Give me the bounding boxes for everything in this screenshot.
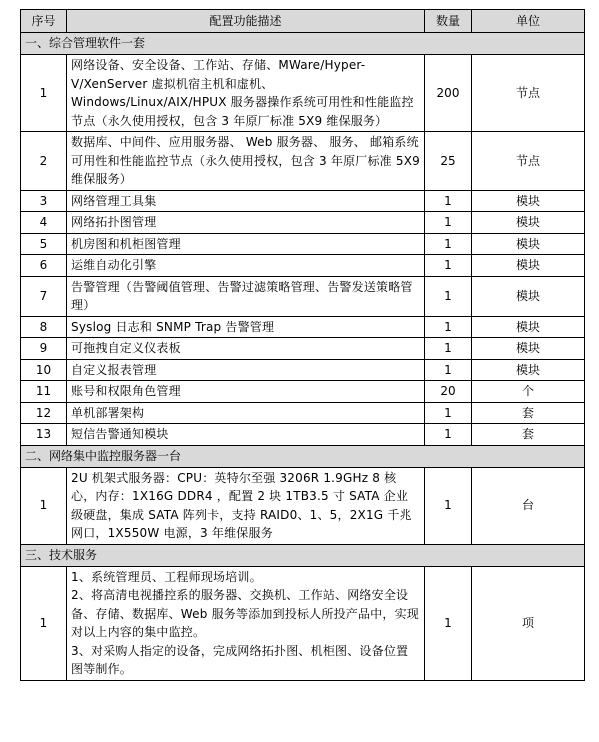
- row-no: 8: [21, 316, 67, 338]
- table-row: [21, 233, 585, 255]
- row-no: 1: [21, 55, 67, 132]
- table-row: [21, 276, 585, 316]
- row-unit: 模块: [472, 212, 585, 234]
- row-no: 1: [21, 467, 67, 544]
- row-no: 2: [21, 132, 67, 191]
- row-desc: Syslog 日志和 SNMP Trap 告警管理: [67, 316, 425, 338]
- table-row: [21, 402, 585, 424]
- row-unit: 套: [472, 402, 585, 424]
- row-desc: 运维自动化引擎: [67, 255, 425, 277]
- row-desc: 网络管理工具集: [67, 190, 425, 212]
- section-header-server: [21, 445, 585, 467]
- table-row: [21, 316, 585, 338]
- header-unit: 单位: [472, 10, 585, 33]
- header-no: 序号: [21, 10, 67, 33]
- row-no: 1: [21, 566, 67, 680]
- table-row: [21, 190, 585, 212]
- row-no: 6: [21, 255, 67, 277]
- row-qty: 1: [425, 316, 472, 338]
- row-unit: 个: [472, 381, 585, 403]
- row-unit: 模块: [472, 255, 585, 277]
- row-qty: 1: [425, 233, 472, 255]
- section-header-services: [21, 544, 585, 566]
- table-row: [21, 424, 585, 446]
- row-desc: 告警管理（告警阈值管理、告警过滤策略管理、告警发送策略管理）: [67, 276, 425, 316]
- table-row: [21, 467, 585, 544]
- section-header-software: [21, 33, 585, 55]
- row-unit: 模块: [472, 316, 585, 338]
- table-row: [21, 359, 585, 381]
- section-title: 一、综合管理软件一套: [21, 33, 585, 55]
- table-row: [21, 55, 585, 132]
- row-unit: 模块: [472, 190, 585, 212]
- spec-table: [20, 9, 585, 681]
- section-title: 二、网络集中监控服务器一台: [21, 445, 585, 467]
- row-unit: 模块: [472, 233, 585, 255]
- row-unit: 套: [472, 424, 585, 446]
- row-qty: 1: [425, 402, 472, 424]
- row-no: 7: [21, 276, 67, 316]
- header-row: [21, 10, 585, 33]
- service-item: 2、将高清电视播控系的服务器、交换机、工作站、网络安全设备、存储、数据库、Web 服务等添加到投标人所投产品中，实现对以上内容的集中监控。: [71, 588, 419, 639]
- row-unit: 模块: [472, 359, 585, 381]
- row-no: 13: [21, 424, 67, 446]
- row-unit: 台: [472, 467, 585, 544]
- row-no: 3: [21, 190, 67, 212]
- table-row: [21, 381, 585, 403]
- table-row: [21, 338, 585, 360]
- section-title: 三、技术服务: [21, 544, 585, 566]
- row-qty: 1: [425, 338, 472, 360]
- service-item: 1、系统管理员、工程师现场培训。: [71, 569, 262, 584]
- row-desc: 网络设备、安全设备、工作站、存储、MWare/Hyper-V/XenServer 虚拟机宿主机和虚机、Windows/Linux/AIX/HPUX 服务器操作系统可用性和性能监控节点（永久使用授权，包含 3 年原厂标准 5X9 维保服务）: [67, 55, 425, 132]
- row-desc: 2U 机架式服务器：CPU：英特尔至强 3206R 1.9GHz 8 核心，内存：1X16G DDR4 ，配置 2 块 1TB3.5 寸 SATA 企业级硬盘，集成 SATA 阵列卡，支持 RAID0、1、5，2X1G 千兆网口，1X550W 电源，3 年维保服务: [67, 467, 425, 544]
- row-unit: 模块: [472, 338, 585, 360]
- row-desc: 机房图和机柜图管理: [67, 233, 425, 255]
- row-no: 10: [21, 359, 67, 381]
- row-no: 9: [21, 338, 67, 360]
- row-desc: 网络拓扑图管理: [67, 212, 425, 234]
- row-desc: 账号和权限角色管理: [67, 381, 425, 403]
- row-no: 11: [21, 381, 67, 403]
- row-unit: 项: [472, 566, 585, 680]
- row-unit: 节点: [472, 55, 585, 132]
- row-qty: 1: [425, 424, 472, 446]
- service-item: 3、对采购人指定的设备，完成网络拓扑图、机柜图、设备位置图等制作。: [71, 643, 409, 676]
- table-row: [21, 255, 585, 277]
- row-qty: 20: [425, 381, 472, 403]
- row-no: 5: [21, 233, 67, 255]
- row-qty: 25: [425, 132, 472, 191]
- header-desc: 配置功能描述: [67, 10, 425, 33]
- table-row: [21, 566, 585, 680]
- row-qty: 1: [425, 212, 472, 234]
- row-qty: 1: [425, 566, 472, 680]
- row-desc: 单机部署架构: [67, 402, 425, 424]
- table-row: [21, 132, 585, 191]
- row-qty: 1: [425, 359, 472, 381]
- row-desc: 自定义报表管理: [67, 359, 425, 381]
- row-qty: 1: [425, 190, 472, 212]
- row-desc: 可拖拽自定义仪表板: [67, 338, 425, 360]
- row-desc: 数据库、中间件、应用服务器、 Web 服务器、 服务、 邮箱系统可用性和性能监控节点（永久使用授权，包含 3 年原厂标准 5X9 维保服务）: [67, 132, 425, 191]
- table-row: [21, 212, 585, 234]
- row-qty: 1: [425, 467, 472, 544]
- row-desc: [67, 566, 425, 680]
- row-unit: 节点: [472, 132, 585, 191]
- row-no: 12: [21, 402, 67, 424]
- row-qty: 1: [425, 276, 472, 316]
- row-qty: 1: [425, 255, 472, 277]
- row-qty: 200: [425, 55, 472, 132]
- row-no: 4: [21, 212, 67, 234]
- header-qty: 数量: [425, 10, 472, 33]
- row-desc: 短信告警通知模块: [67, 424, 425, 446]
- row-unit: 模块: [472, 276, 585, 316]
